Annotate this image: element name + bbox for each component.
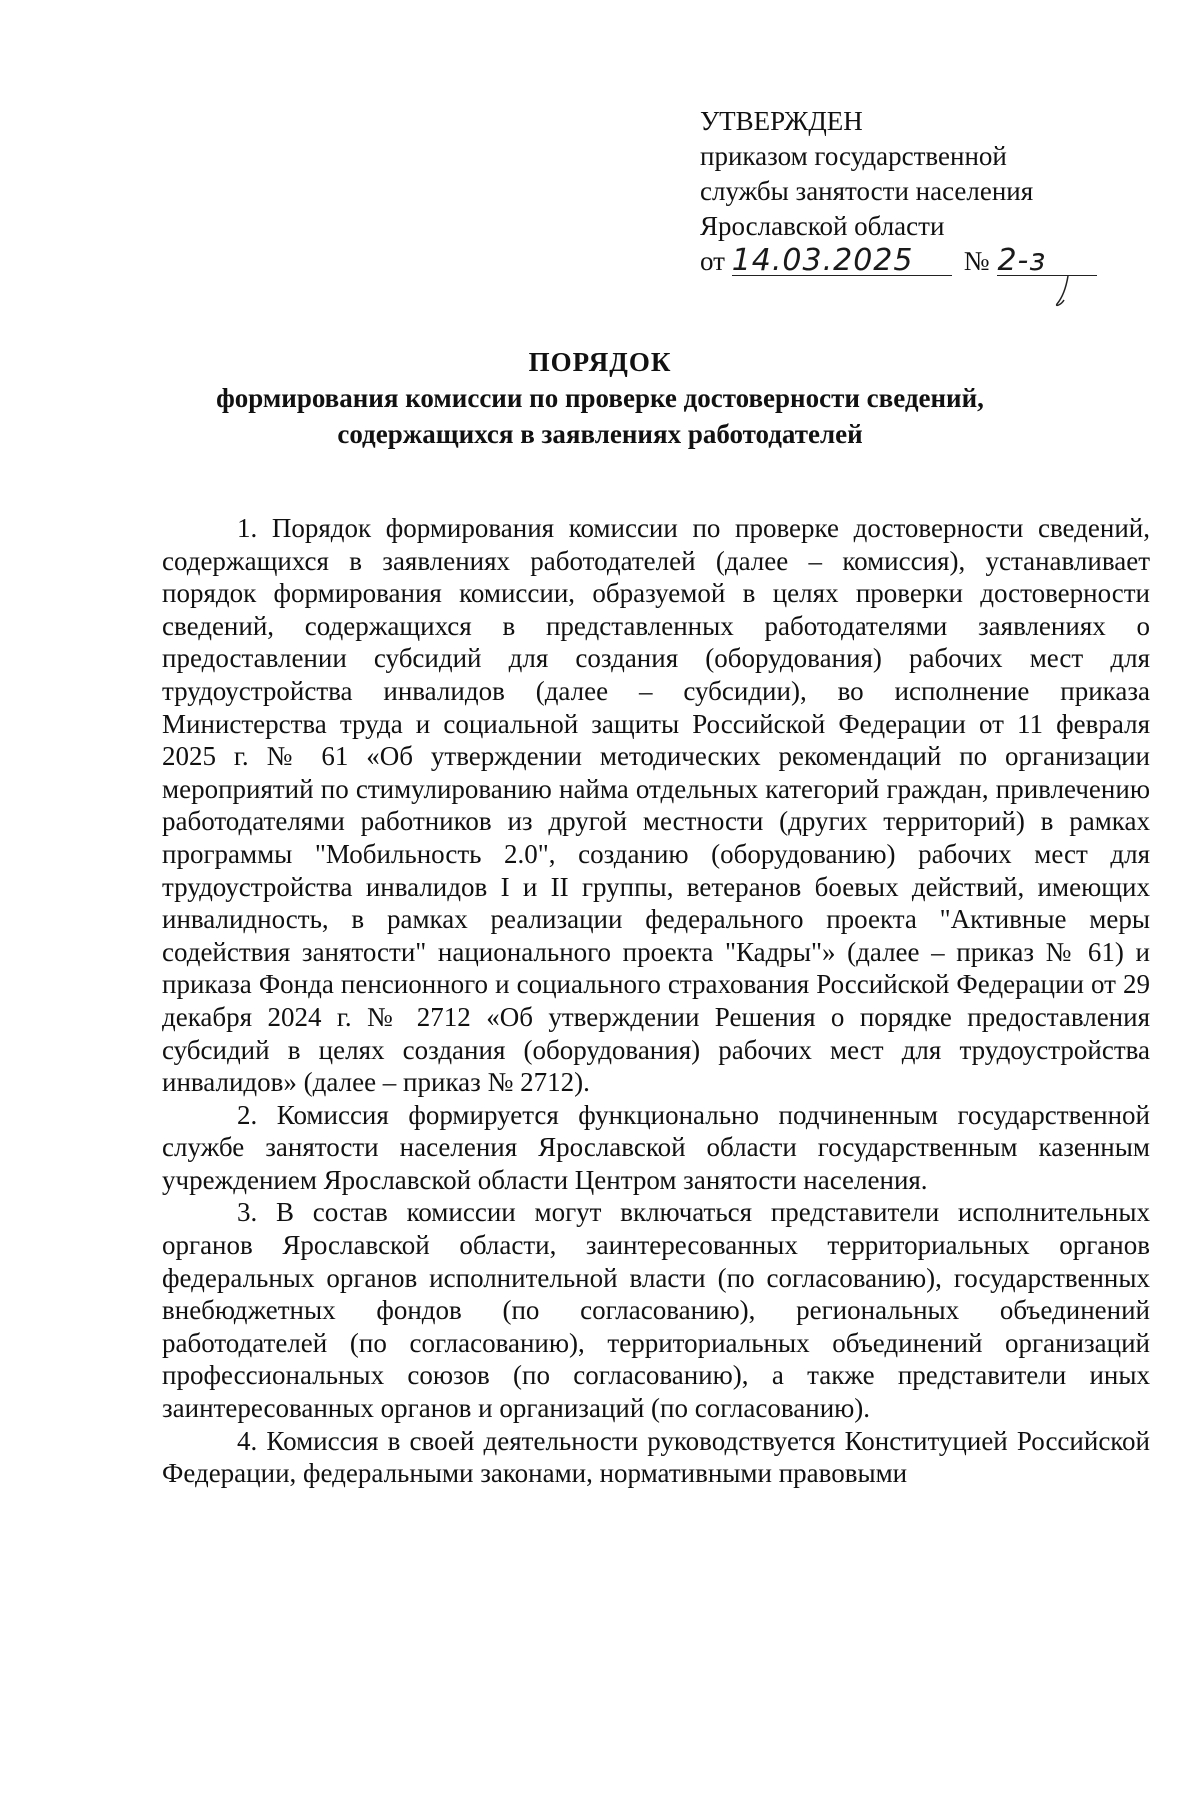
document-body [162,512,1150,1490]
approval-line: приказом государственной [700,141,1007,171]
approval-date-number-line [700,244,1097,279]
approval-line: службы занятости населения [700,176,1034,206]
number-field [997,243,1097,278]
paragraph-4: 4. Комиссия в своей деятельности руководствуется Конституцией Российской Федерации, федеральными законами, нормативными правовыми [162,1425,1150,1489]
title-subtitle: формирования комиссии по проверке достоверности сведений, [216,383,984,413]
number-label: № [963,246,990,276]
paragraph-3: 3. В состав комиссии могут включаться представители исполнительных органов Ярославской области, заинтересованных территориальных органов федеральных органов исполнительной власти (по согласованию), государственных внебюджетных фондов (по согласованию), региональных объединений работодателей (по согласованию), территориальных объединений организаций профессиональных союзов (по согласованию), а также представители иных заинтересованных органов и организаций (по согласованию). [162,1197,1150,1424]
handwriting-stroke [1054,274,1074,308]
approval-heading: УТВЕРЖДЕН [700,106,863,136]
date-field [731,243,952,278]
from-label: от [700,246,725,276]
document-title [0,344,1200,452]
handwritten-date: 14.03.2025 [731,243,914,278]
approval-stamp-block [700,104,1097,279]
title-heading: ПОРЯДОК [528,347,672,377]
paragraph-1: 1. Порядок формирования комиссии по проверке достоверности сведений, содержащихся в заявлениях работодателей (далее – комиссия), устанавливает порядок формирования комиссии, образуемой в целях проверки достоверности сведений, содержащихся в представленных работодателями заявлениях о предоставлении субсидий для создания (оборудования) рабочих мест для трудоустройства инвалидов (далее – субсидии), во исполнение приказа Министерства труда и социальной защиты Российской Федерации от 11 февраля 2025 г. № 61 «Об утверждении методических рекомендаций по организации мероприятий по стимулированию найма отдельных категорий граждан, привлечению работодателями работников из другой местности (других территорий) в рамках программы "Мобильность 2.0", созданию (оборудованию) рабочих мест для трудоустройства инвалидов I и II группы, ветеранов боевых действий, имеющих инвалидность, в рамках реализации федерального проекта "Активные меры содействия занятости" национального проекта "Кадры"» (далее – приказ № 61) и приказа Фонда пенсионного и социального страхования Российской Федерации от 29 декабря 2024 г. № 2712 «Об утверждении Решения о порядке предоставления субсидий в целях создания (оборудования) рабочих мест для трудоустройства инвалидов» (далее – приказ № 2712). [162,513,1150,1098]
title-subtitle: содержащихся в заявлениях работодателей [337,419,863,449]
approval-line: Ярославской области [700,211,945,241]
handwritten-number: 2-з [997,243,1047,278]
paragraph-2: 2. Комиссия формируется функционально подчиненным государственной службе занятости населения Ярославской области государственным казенным учреждением Ярославской области Центром занятости населения. [162,1099,1150,1195]
